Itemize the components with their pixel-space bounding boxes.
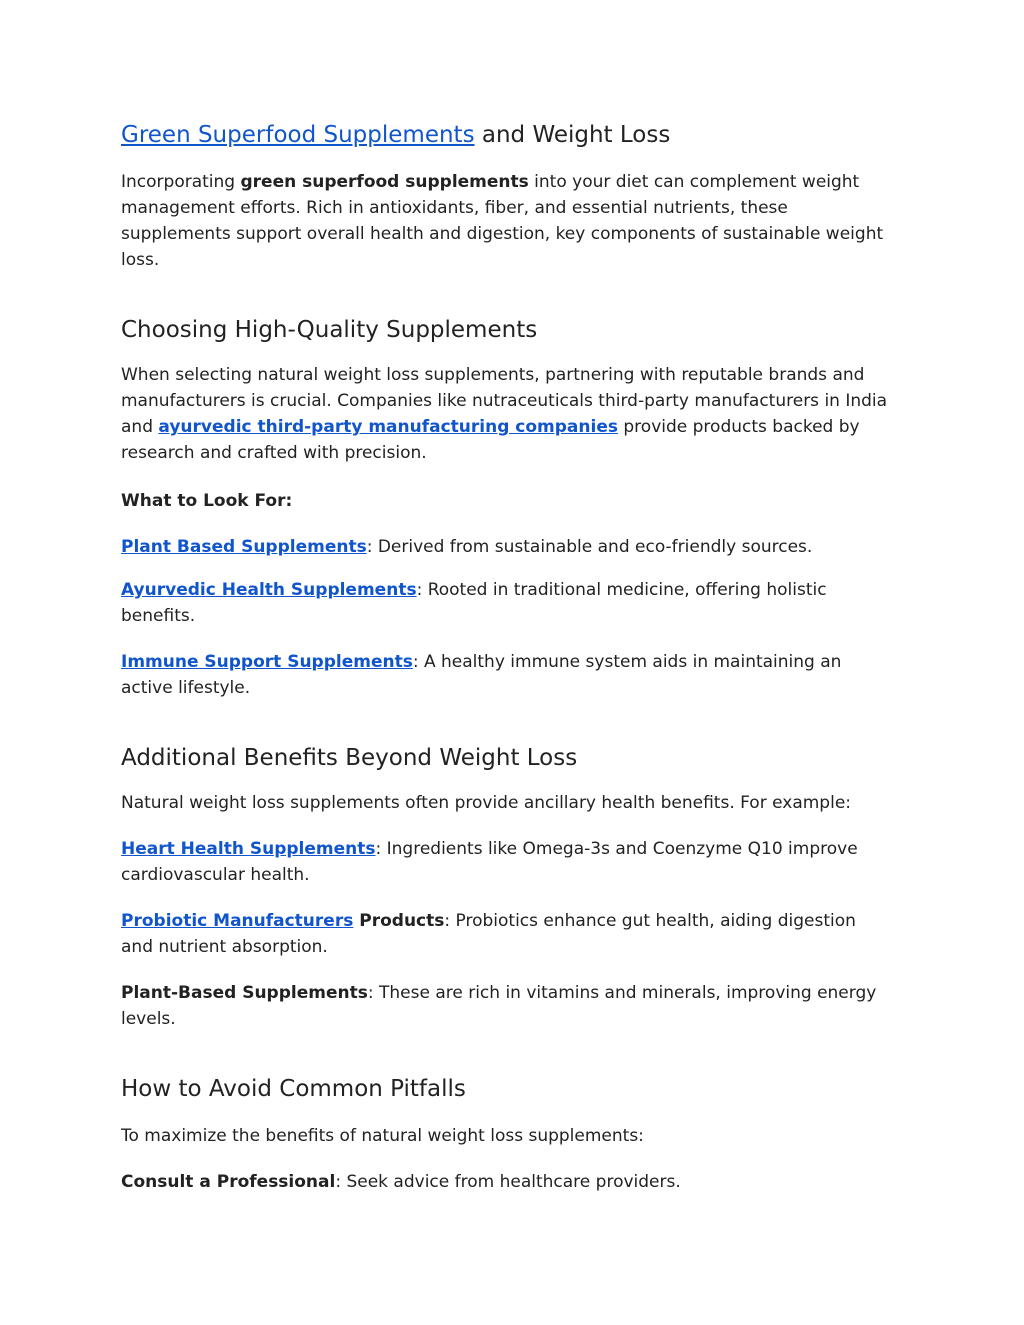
immune-description: : A healthy immune system aids in maintaining an active lifestyle. <box>121 652 842 698</box>
document-body <box>121 118 891 1195</box>
heading-choosing-supplements: Choosing High-Quality Supplements <box>121 317 538 343</box>
ayurvedic-description: : Rooted in traditional medicine, offering holistic benefits. <box>121 580 827 626</box>
heading-additional-benefits: Additional Benefits Beyond Weight Loss <box>121 745 578 771</box>
list-item-ayurvedic <box>121 577 891 629</box>
list-item-probiotic <box>121 908 891 960</box>
ayurvedic-health-supplements-link[interactable]: Ayurvedic Health Supplements <box>121 580 417 600</box>
green-superfood-supplements-link[interactable]: Green Superfood Supplements <box>121 122 475 148</box>
choosing-paragraph <box>121 362 891 466</box>
heading-green-superfood <box>121 118 891 152</box>
list-item-plant-based-vitamins <box>121 980 891 1032</box>
intro-paragraph <box>121 169 891 273</box>
consult-professional-label: Consult a Professional <box>121 1172 336 1192</box>
list-item-immune <box>121 649 891 701</box>
immune-support-supplements-link[interactable]: Immune Support Supplements <box>121 652 413 672</box>
plant-based-supplements-link[interactable]: Plant Based Supplements <box>121 537 367 557</box>
intro-bold-phrase: green superfood supplements <box>240 172 529 192</box>
additional-intro-paragraph: Natural weight loss supplements often provide ancillary health benefits. For example: <box>121 793 852 813</box>
list-item-heart-health <box>121 836 891 888</box>
list-item-plant-based <box>121 534 891 560</box>
probiotic-manufacturers-link[interactable]: Probiotic Manufacturers <box>121 911 354 931</box>
ayurvedic-manufacturing-link[interactable]: ayurvedic third-party manufacturing companies <box>158 417 618 437</box>
plant-based-description: : Derived from sustainable and eco-friendly sources. <box>366 537 813 557</box>
what-to-look-for-text: What to Look For: <box>121 491 293 511</box>
intro-text-after: into your diet can complement weight management efforts. Rich in antioxidants, fiber, and essential nutrients, these supplements support overall health and digestion, key components of sustainable weight loss. <box>121 172 884 270</box>
heart-health-supplements-link[interactable]: Heart Health Supplements <box>121 839 376 859</box>
intro-text-before: Incorporating <box>121 172 241 192</box>
consult-description: : Seek advice from healthcare providers. <box>335 1172 681 1192</box>
heart-health-description: : Ingredients like Omega-3s and Coenzyme Q10 improve cardiovascular health. <box>121 839 858 885</box>
plant-based-supplements-label: Plant-Based Supplements <box>121 983 368 1003</box>
heading-avoid-pitfalls: How to Avoid Common Pitfalls <box>121 1076 466 1102</box>
probiotic-products-label: Products <box>353 911 445 931</box>
heading-green-superfood-rest: and Weight Loss <box>474 122 671 148</box>
plant-based-vitamins-description: : These are rich in vitamins and minerals, improving energy levels. <box>121 983 877 1029</box>
choosing-text-before: When selecting natural weight loss supplements, partnering with reputable brands and manufacturers is crucial. Companies like nutraceuticals third-party manufacturers in India and <box>121 365 888 437</box>
list-item-consult <box>121 1169 891 1195</box>
probiotic-description: : Probiotics enhance gut health, aiding digestion and nutrient absorption. <box>121 911 856 957</box>
what-to-look-for-label <box>121 488 891 514</box>
choosing-text-after: provide products backed by research and crafted with precision. <box>121 417 860 463</box>
avoid-intro-paragraph: To maximize the benefits of natural weight loss supplements: <box>121 1126 644 1146</box>
